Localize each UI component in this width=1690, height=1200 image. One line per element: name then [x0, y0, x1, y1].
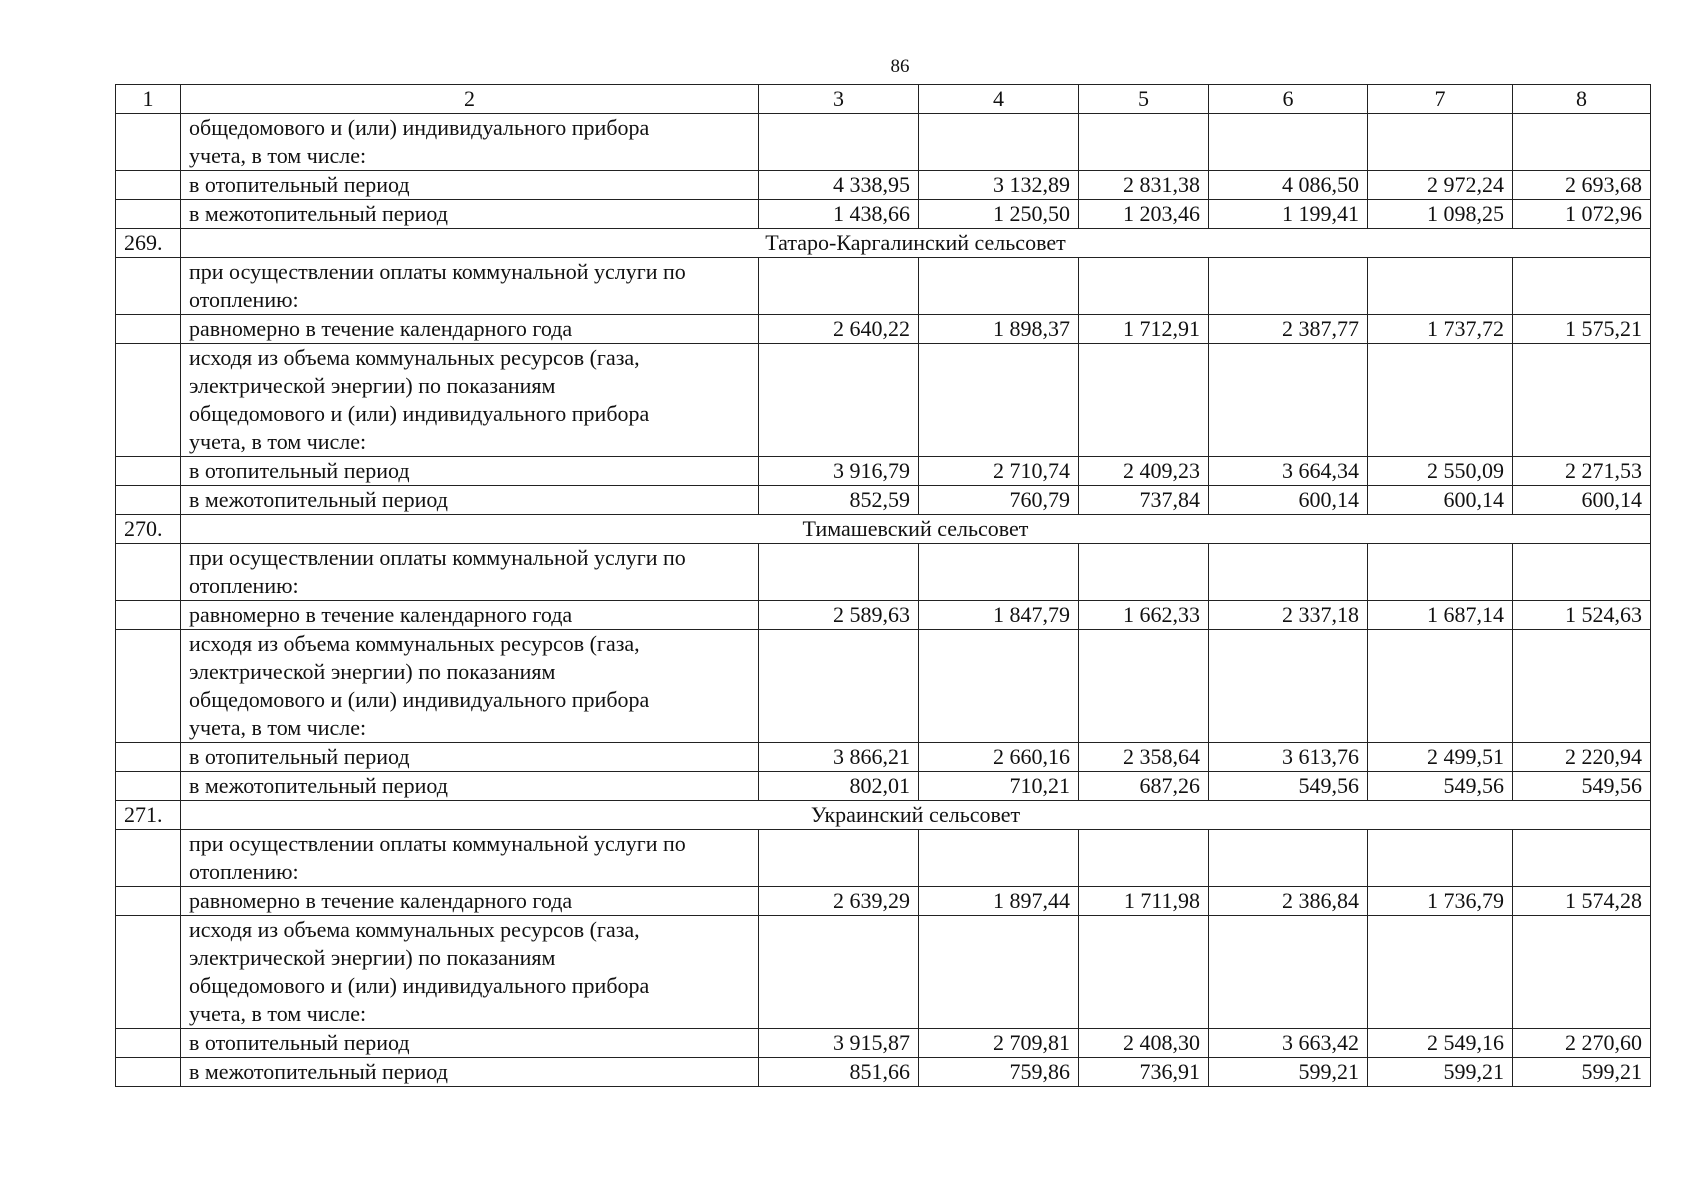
row-label: в межотопительный период — [181, 200, 759, 229]
value-cell: 3 866,21 — [759, 743, 919, 772]
empty-cell — [1079, 916, 1209, 1029]
table-row — [116, 830, 1651, 887]
value-cell: 4 338,95 — [759, 171, 919, 200]
empty-cell — [1513, 114, 1651, 171]
row-label: в межотопительный период — [181, 1058, 759, 1087]
row-label: в отопительный период — [181, 457, 759, 486]
row-label-line: исходя из объема коммунальных ресурсов (газа, — [189, 631, 640, 656]
value-cell: 4 086,50 — [1209, 171, 1368, 200]
value-cell: 1 072,96 — [1513, 200, 1651, 229]
value-cell: 2 358,64 — [1079, 743, 1209, 772]
value-cell: 3 663,42 — [1209, 1029, 1368, 1058]
row-label-line: учета, в том числе: — [189, 143, 367, 168]
empty-cell — [1079, 114, 1209, 171]
row-index — [116, 457, 181, 486]
table-row — [116, 772, 1651, 801]
table-row — [116, 544, 1651, 601]
value-cell: 2 499,51 — [1368, 743, 1513, 772]
row-label-line: при осуществлении оплаты коммунальной услуги по — [189, 831, 686, 856]
value-cell: 1 662,33 — [1079, 601, 1209, 630]
section-title: Украинский сельсовет — [181, 801, 1651, 830]
value-cell: 1 712,91 — [1079, 315, 1209, 344]
table-row — [116, 887, 1651, 916]
value-cell: 2 408,30 — [1079, 1029, 1209, 1058]
row-label: равномерно в течение календарного года — [181, 315, 759, 344]
row-index — [116, 344, 181, 457]
row-label: равномерно в течение календарного года — [181, 887, 759, 916]
row-label-line: при осуществлении оплаты коммунальной услуги по — [189, 259, 686, 284]
empty-cell — [1368, 916, 1513, 1029]
value-cell: 600,14 — [1368, 486, 1513, 515]
value-cell: 1 199,41 — [1209, 200, 1368, 229]
empty-cell — [1368, 830, 1513, 887]
row-label-line: исходя из объема коммунальных ресурсов (газа, — [189, 917, 640, 942]
value-cell: 2 386,84 — [1209, 887, 1368, 916]
value-cell: 2 220,94 — [1513, 743, 1651, 772]
table-row — [116, 171, 1651, 200]
column-header: 4 — [919, 85, 1079, 114]
table-row — [116, 1058, 1651, 1087]
empty-cell — [919, 344, 1079, 457]
value-cell: 2 831,38 — [1079, 171, 1209, 200]
row-label-line: при осуществлении оплаты коммунальной услуги по — [189, 545, 686, 570]
value-cell: 760,79 — [919, 486, 1079, 515]
value-cell: 2 549,16 — [1368, 1029, 1513, 1058]
empty-cell — [1368, 114, 1513, 171]
value-cell: 2 271,53 — [1513, 457, 1651, 486]
row-index — [116, 171, 181, 200]
table-row — [116, 486, 1651, 515]
section-title: Тимашевский сельсовет — [181, 515, 1651, 544]
table-row — [116, 630, 1651, 743]
row-label-line: учета, в том числе: — [189, 715, 367, 740]
table-row — [116, 114, 1651, 171]
column-header: 6 — [1209, 85, 1368, 114]
empty-cell — [759, 630, 919, 743]
row-label-line: отоплению: — [189, 859, 299, 884]
row-label-line: общедомового и (или) индивидуального прибора — [189, 401, 650, 426]
empty-cell — [1079, 258, 1209, 315]
value-cell: 3 915,87 — [759, 1029, 919, 1058]
column-header: 2 — [181, 85, 759, 114]
value-cell: 1 711,98 — [1079, 887, 1209, 916]
section-row — [116, 229, 1651, 258]
empty-cell — [1079, 344, 1209, 457]
value-cell: 3 916,79 — [759, 457, 919, 486]
value-cell: 2 709,81 — [919, 1029, 1079, 1058]
row-label — [181, 830, 759, 887]
value-cell: 599,21 — [1513, 1058, 1651, 1087]
empty-cell — [759, 258, 919, 315]
value-cell: 852,59 — [759, 486, 919, 515]
empty-cell — [919, 258, 1079, 315]
empty-cell — [1368, 630, 1513, 743]
value-cell: 710,21 — [919, 772, 1079, 801]
row-index — [116, 258, 181, 315]
row-label: в межотопительный период — [181, 486, 759, 515]
value-cell: 2 409,23 — [1079, 457, 1209, 486]
column-header: 3 — [759, 85, 919, 114]
value-cell: 1 574,28 — [1513, 887, 1651, 916]
row-index — [116, 1029, 181, 1058]
empty-cell — [919, 916, 1079, 1029]
empty-cell — [1079, 630, 1209, 743]
value-cell: 802,01 — [759, 772, 919, 801]
table-row — [116, 457, 1651, 486]
row-label — [181, 916, 759, 1029]
empty-cell — [919, 114, 1079, 171]
row-label: в отопительный период — [181, 171, 759, 200]
row-label — [181, 258, 759, 315]
value-cell: 2 710,74 — [919, 457, 1079, 486]
table-row — [116, 315, 1651, 344]
value-cell: 2 693,68 — [1513, 171, 1651, 200]
value-cell: 549,56 — [1368, 772, 1513, 801]
empty-cell — [759, 916, 919, 1029]
value-cell: 1 438,66 — [759, 200, 919, 229]
empty-cell — [1209, 114, 1368, 171]
row-index — [116, 544, 181, 601]
empty-cell — [759, 114, 919, 171]
value-cell: 1 847,79 — [919, 601, 1079, 630]
section-row — [116, 801, 1651, 830]
row-index — [116, 830, 181, 887]
value-cell: 1 687,14 — [1368, 601, 1513, 630]
table-row — [116, 916, 1651, 1029]
value-cell: 2 660,16 — [919, 743, 1079, 772]
value-cell: 851,66 — [759, 1058, 919, 1087]
row-index — [116, 772, 181, 801]
empty-cell — [1368, 258, 1513, 315]
value-cell: 2 387,77 — [1209, 315, 1368, 344]
row-index — [116, 630, 181, 743]
row-label-line: общедомового и (или) индивидуального прибора — [189, 973, 650, 998]
empty-cell — [1513, 544, 1651, 601]
empty-cell — [1513, 258, 1651, 315]
row-label: в межотопительный период — [181, 772, 759, 801]
value-cell: 1 203,46 — [1079, 200, 1209, 229]
value-cell: 549,56 — [1513, 772, 1651, 801]
row-index — [116, 1058, 181, 1087]
column-number-row — [116, 85, 1651, 114]
row-index — [116, 486, 181, 515]
page-number: 86 — [890, 56, 910, 77]
row-label: равномерно в течение календарного года — [181, 601, 759, 630]
column-header: 1 — [116, 85, 181, 114]
row-index — [116, 315, 181, 344]
empty-cell — [1368, 544, 1513, 601]
table-row — [116, 258, 1651, 315]
empty-cell — [919, 830, 1079, 887]
value-cell: 1 736,79 — [1368, 887, 1513, 916]
row-label-line: общедомового и (или) индивидуального прибора — [189, 687, 650, 712]
value-cell: 600,14 — [1209, 486, 1368, 515]
empty-cell — [1209, 544, 1368, 601]
empty-cell — [919, 544, 1079, 601]
table-body — [116, 85, 1651, 1087]
section-number: 271. — [116, 801, 181, 830]
row-label: в отопительный период — [181, 743, 759, 772]
tariff-table — [115, 84, 1651, 1087]
empty-cell — [1513, 630, 1651, 743]
empty-cell — [1513, 344, 1651, 457]
table-row — [116, 200, 1651, 229]
row-label-line: отоплению: — [189, 287, 299, 312]
row-label-line: учета, в том числе: — [189, 429, 367, 454]
row-label-line: отоплению: — [189, 573, 299, 598]
row-label-line: электрической энергии) по показаниям — [189, 945, 556, 970]
empty-cell — [1513, 830, 1651, 887]
column-header: 7 — [1368, 85, 1513, 114]
section-row — [116, 515, 1651, 544]
value-cell: 1 737,72 — [1368, 315, 1513, 344]
row-index — [116, 916, 181, 1029]
value-cell: 2 270,60 — [1513, 1029, 1651, 1058]
row-index — [116, 887, 181, 916]
column-header: 8 — [1513, 85, 1651, 114]
row-label-line: общедомового и (или) индивидуального прибора — [189, 115, 650, 140]
value-cell: 2 639,29 — [759, 887, 919, 916]
empty-cell — [1368, 344, 1513, 457]
value-cell: 2 337,18 — [1209, 601, 1368, 630]
value-cell: 687,26 — [1079, 772, 1209, 801]
value-cell: 759,86 — [919, 1058, 1079, 1087]
value-cell: 736,91 — [1079, 1058, 1209, 1087]
empty-cell — [1513, 916, 1651, 1029]
value-cell: 3 664,34 — [1209, 457, 1368, 486]
value-cell: 737,84 — [1079, 486, 1209, 515]
row-index — [116, 200, 181, 229]
row-index — [116, 743, 181, 772]
value-cell: 1 524,63 — [1513, 601, 1651, 630]
value-cell: 2 550,09 — [1368, 457, 1513, 486]
section-number: 270. — [116, 515, 181, 544]
section-title: Татаро-Каргалинский сельсовет — [181, 229, 1651, 258]
value-cell: 600,14 — [1513, 486, 1651, 515]
empty-cell — [1209, 344, 1368, 457]
row-index — [116, 114, 181, 171]
table-row — [116, 601, 1651, 630]
row-label-line: исходя из объема коммунальных ресурсов (газа, — [189, 345, 640, 370]
empty-cell — [759, 544, 919, 601]
value-cell: 3 132,89 — [919, 171, 1079, 200]
empty-cell — [759, 344, 919, 457]
empty-cell — [759, 830, 919, 887]
table-row — [116, 1029, 1651, 1058]
table-row — [116, 344, 1651, 457]
value-cell: 549,56 — [1209, 772, 1368, 801]
column-header: 5 — [1079, 85, 1209, 114]
empty-cell — [1079, 830, 1209, 887]
row-label-line: электрической энергии) по показаниям — [189, 373, 556, 398]
value-cell: 1 897,44 — [919, 887, 1079, 916]
row-label — [181, 544, 759, 601]
empty-cell — [1079, 544, 1209, 601]
empty-cell — [919, 630, 1079, 743]
value-cell: 1 575,21 — [1513, 315, 1651, 344]
row-label-line: учета, в том числе: — [189, 1001, 367, 1026]
table-row — [116, 743, 1651, 772]
empty-cell — [1209, 630, 1368, 743]
value-cell: 3 613,76 — [1209, 743, 1368, 772]
value-cell: 1 898,37 — [919, 315, 1079, 344]
section-number: 269. — [116, 229, 181, 258]
value-cell: 1 098,25 — [1368, 200, 1513, 229]
row-index — [116, 601, 181, 630]
row-label — [181, 114, 759, 171]
value-cell: 2 640,22 — [759, 315, 919, 344]
row-label — [181, 630, 759, 743]
value-cell: 2 589,63 — [759, 601, 919, 630]
value-cell: 2 972,24 — [1368, 171, 1513, 200]
value-cell: 599,21 — [1368, 1058, 1513, 1087]
value-cell: 599,21 — [1209, 1058, 1368, 1087]
row-label: в отопительный период — [181, 1029, 759, 1058]
row-label-line: электрической энергии) по показаниям — [189, 659, 556, 684]
empty-cell — [1209, 916, 1368, 1029]
value-cell: 1 250,50 — [919, 200, 1079, 229]
empty-cell — [1209, 830, 1368, 887]
row-label — [181, 344, 759, 457]
empty-cell — [1209, 258, 1368, 315]
